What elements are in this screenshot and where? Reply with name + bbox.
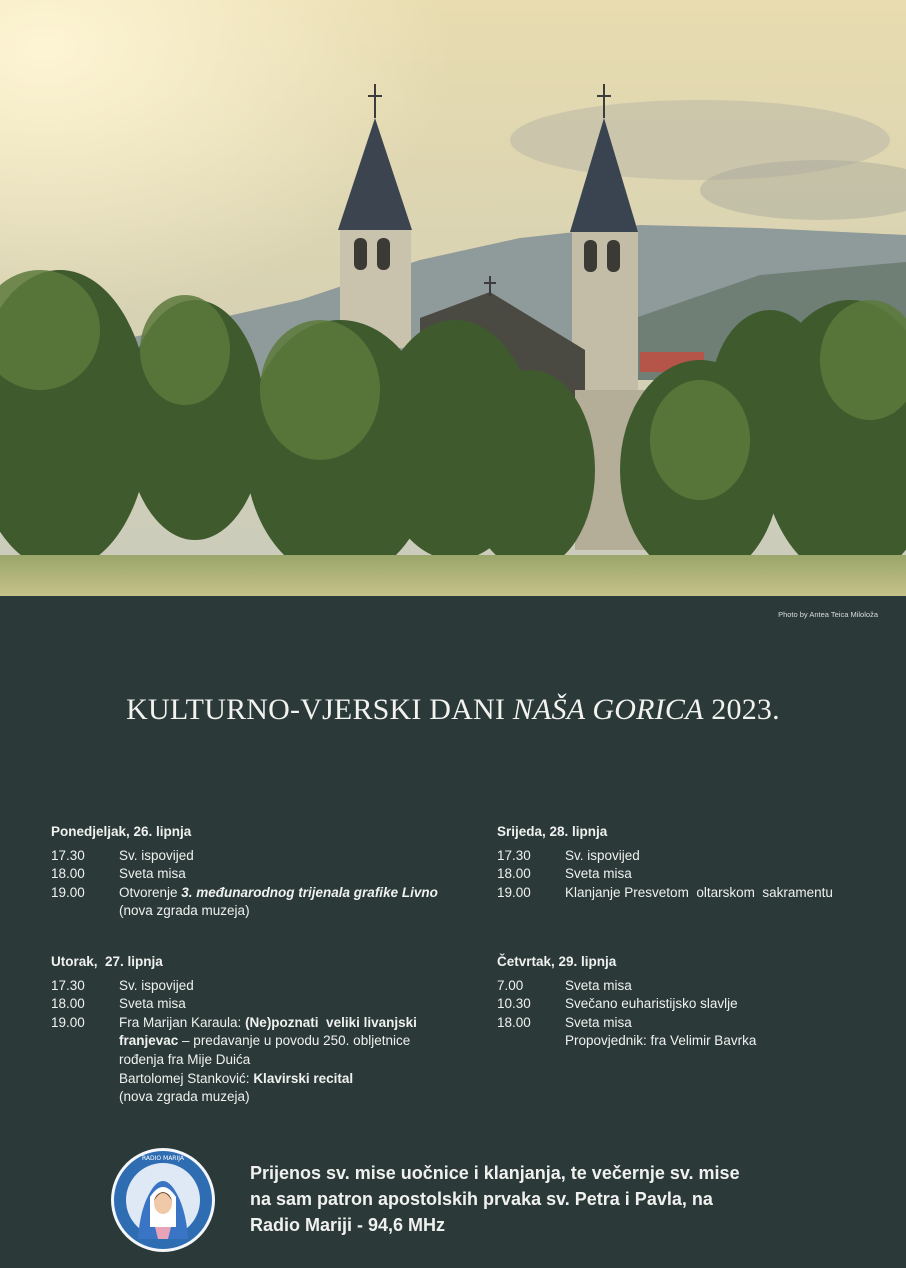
event-text: Svečano euharistijsko slavlje	[565, 996, 738, 1012]
day-wednesday	[497, 823, 885, 902]
lecture-title: (Ne)poznati veliki livanjski	[245, 1014, 417, 1030]
schedule-row	[497, 995, 865, 1014]
event-text	[565, 1014, 865, 1051]
event-text-highlight: 3. međunarodnog trijenala grafike Livno	[181, 884, 438, 900]
day-heading: Utorak, 27. lipnja	[51, 954, 163, 969]
time: 17.30	[51, 977, 85, 993]
schedule-row	[51, 1014, 479, 1107]
event-text: Sveta misa	[565, 977, 632, 993]
day-heading: Srijeda, 28. lipnja	[497, 824, 608, 839]
time: 18.00	[497, 866, 531, 882]
event-text-main: Sveta misa	[565, 1014, 632, 1030]
radio-marija-logo	[110, 1147, 216, 1253]
event-text: Klanjanje Presvetom oltarskom sakramentu	[565, 884, 833, 900]
broadcast-notice	[250, 1160, 870, 1238]
title-prefix: KULTURNO-VJERSKI DANI	[126, 693, 513, 726]
time: 18.00	[497, 1014, 531, 1030]
schedule-row	[51, 847, 479, 866]
event-location: (nova zgrada muzeja)	[119, 1089, 250, 1105]
event-text: Sveta misa	[565, 866, 632, 882]
day-tuesday	[51, 953, 479, 1107]
recital-title: Klavirski recital	[253, 1070, 354, 1086]
schedule-row	[51, 884, 479, 921]
photo-credit: Photo by Antea Teica Miloloža	[778, 610, 878, 619]
event-title	[0, 693, 906, 727]
recital-performer: Bartolomej Stanković:	[119, 1070, 254, 1086]
day-heading: Četvrtak, 29. lipnja	[497, 954, 617, 969]
day-thursday	[497, 953, 865, 1051]
lecture-speaker: Fra Marijan Karaula:	[119, 1014, 246, 1030]
time: 17.30	[51, 847, 85, 863]
event-text: Sv. ispovijed	[565, 847, 640, 863]
time: 17.30	[497, 847, 531, 863]
title-suffix: 2023.	[703, 693, 780, 726]
schedule-row	[51, 977, 479, 996]
time: 19.00	[497, 884, 531, 900]
schedule-row	[497, 847, 885, 866]
time: 18.00	[51, 866, 85, 882]
time: 10.30	[497, 996, 531, 1012]
church-photo	[0, 0, 906, 600]
schedule-row	[51, 995, 479, 1014]
schedule-row	[497, 977, 865, 996]
broadcast-line: Radio Mariji - 94,6 MHz	[250, 1215, 446, 1235]
lecture-description-cont: rođenja fra Mije Duića	[119, 1051, 251, 1067]
title-italic: NAŠA GORICA	[512, 693, 704, 726]
lecture-description: – predavanje u povodu 250. obljetnice	[178, 1033, 411, 1049]
broadcast-line: na sam patron apostolskih prvaka sv. Petra i Pavla, na	[250, 1189, 713, 1209]
schedule-row	[497, 1014, 865, 1051]
event-location: (nova zgrada muzeja)	[119, 903, 250, 919]
lecture-title-cont: franjevac	[119, 1033, 179, 1049]
event-text-prefix: Otvorenje	[119, 884, 182, 900]
event-text: Sv. ispovijed	[119, 977, 194, 993]
logo-ring-text: RADIO MARIJA	[141, 1155, 185, 1162]
day-monday	[51, 823, 479, 921]
time: 19.00	[51, 884, 85, 900]
event-text	[119, 1014, 479, 1107]
time: 18.00	[51, 996, 85, 1012]
event-text	[119, 884, 479, 921]
schedule-row	[497, 884, 885, 903]
time: 19.00	[51, 1014, 85, 1030]
day-heading: Ponedjeljak, 26. lipnja	[51, 824, 192, 839]
preacher: Propovjednik: fra Velimir Bavrka	[565, 1033, 757, 1049]
schedule-row	[51, 865, 479, 884]
time: 7.00	[497, 977, 524, 993]
event-text: Sveta misa	[119, 996, 186, 1012]
event-text: Sveta misa	[119, 866, 186, 882]
broadcast-line: Prijenos sv. mise uočnice i klanjanja, te večernje sv. mise	[250, 1163, 740, 1183]
schedule-row	[497, 865, 885, 884]
event-text: Sv. ispovijed	[119, 847, 194, 863]
